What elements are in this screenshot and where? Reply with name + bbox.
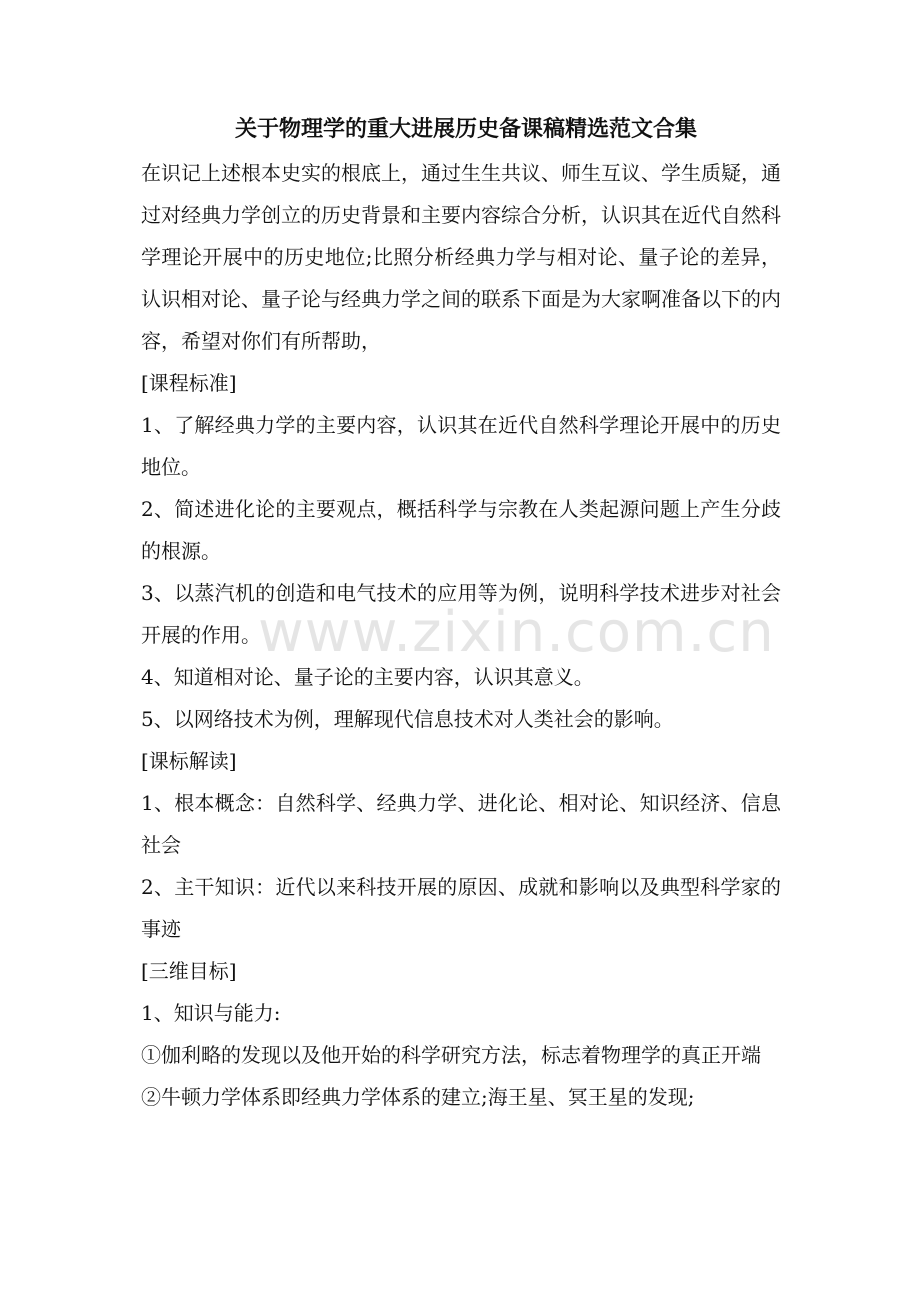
goal-item: ②牛顿力学体系即经典力学体系的建立;海王星、冥王星的发现; <box>141 1085 695 1109</box>
interpretation-item: 2、主干知识：近代以来科技开展的原因、成就和影响以及典型科学家的事迹 <box>141 875 781 941</box>
intro-paragraph: 在识记上述根本史实的根底上，通过生生共议、师生互议、学生质疑，通过对经典力学创立的历史背景和主要内容综合分析，认识其在近代自然科学理论开展中的历史地位;比照分析经典力学与相对论、量子论的差异，认识相对论、量子论与经典力学之间的联系下面是为大家啊准备以下的内容，希望对你们有所帮助， <box>141 161 781 353</box>
document-title: 关于物理学的重大进展历史备课稿精选范文合集 <box>234 117 697 142</box>
standard-item: 5、以网络技术为例，理解现代信息技术对人类社会的影响。 <box>141 707 674 731</box>
standard-item: 2、简述进化论的主要观点，概括科学与宗教在人类起源问题上产生分歧的根源。 <box>141 497 781 563</box>
section-heading-standards: [课程标准] <box>141 371 237 395</box>
document-page <box>141 108 781 1118</box>
goal-item: ①伽利略的发现以及他开始的科学研究方法，标志着物理学的真正开端 <box>141 1043 761 1067</box>
section-heading-goals: [三维目标] <box>141 959 237 983</box>
watermark: www.zixin.com.cn <box>258 600 775 665</box>
standard-item: 1、了解经典力学的主要内容，认识其在近代自然科学理论开展中的历史地位。 <box>141 413 781 479</box>
interpretation-item: 1、根本概念：自然科学、经典力学、进化论、相对论、知识经济、信息社会 <box>141 791 781 857</box>
standard-item: 3、以蒸汽机的创造和电气技术的应用等为例，说明科学技术进步对社会开展的作用。 <box>141 581 781 647</box>
standard-item: 4、知道相对论、量子论的主要内容，认识其意义。 <box>141 665 594 689</box>
goal-item: 1、知识与能力: <box>141 1001 281 1025</box>
document-body <box>141 152 781 1118</box>
section-heading-interpretation: [课标解读] <box>141 749 237 773</box>
